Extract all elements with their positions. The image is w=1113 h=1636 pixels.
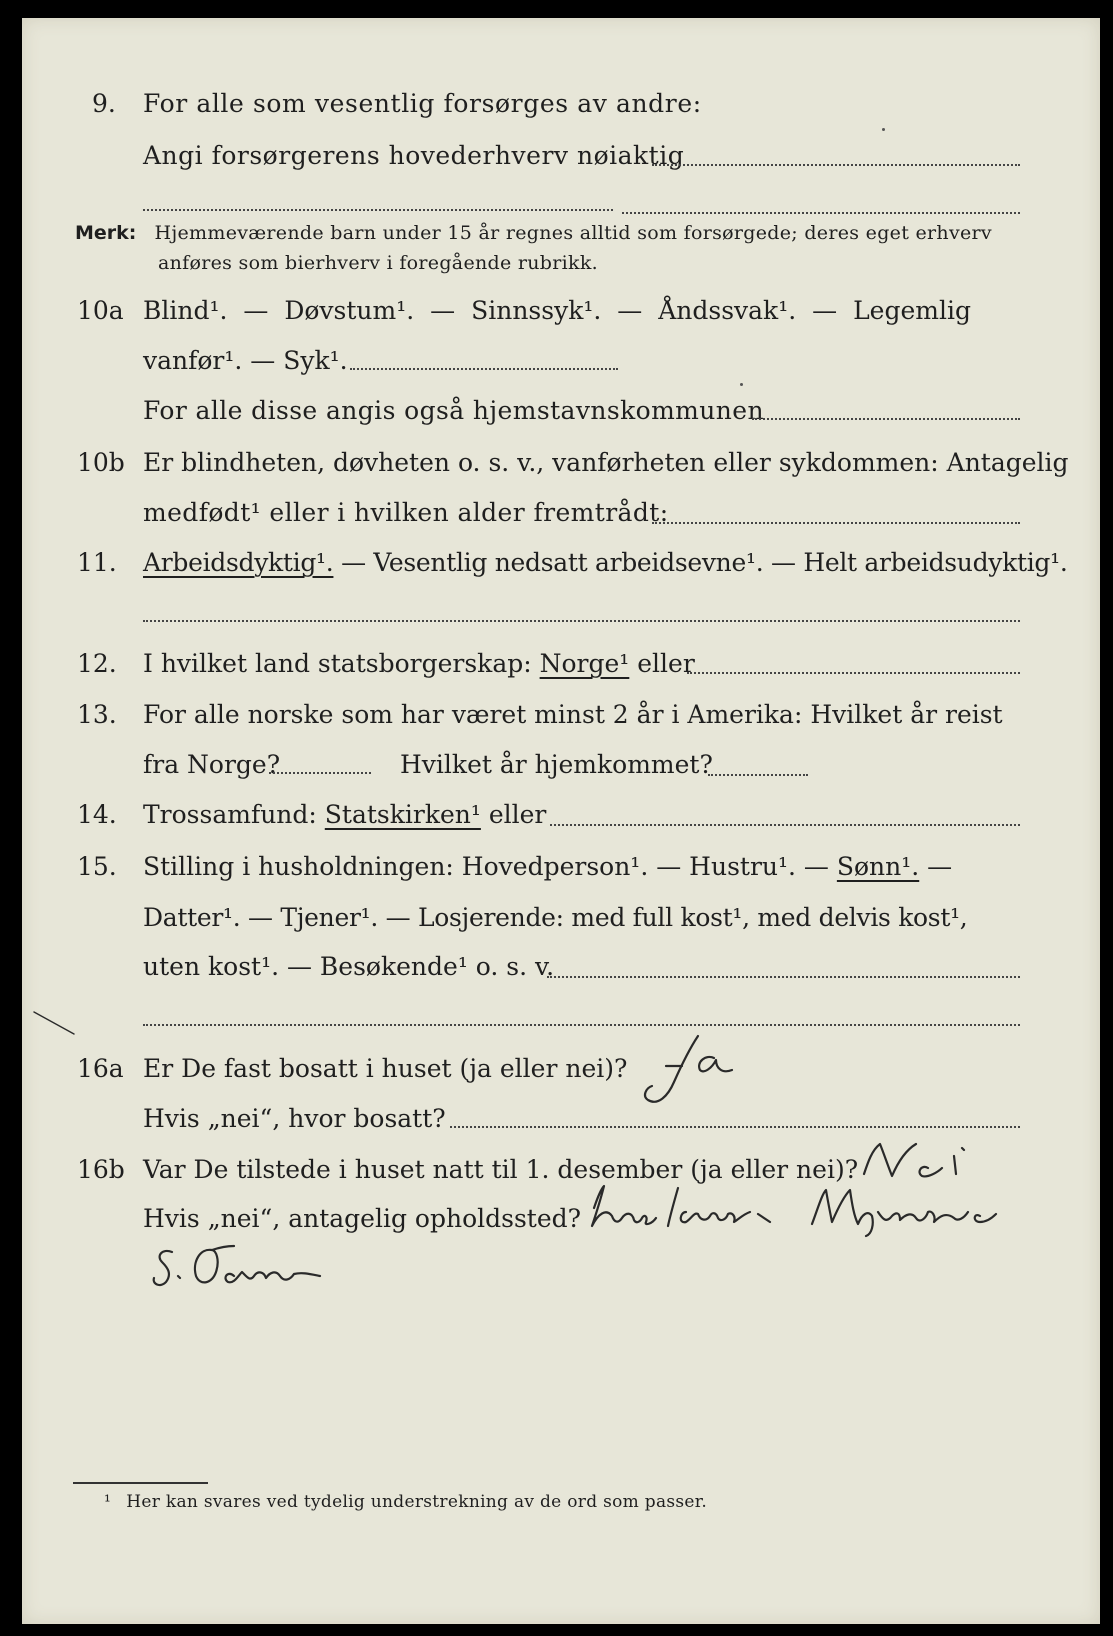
q9-number: 9. [92, 89, 116, 118]
q9-extra-line-b[interactable] [622, 212, 1020, 214]
q13-line2b: Hvilket år hjemkommet? [400, 750, 713, 779]
q15-line1a: Stilling i husholdningen: Hovedperson¹. — Hustru¹. — [143, 852, 837, 881]
q16b-number: 16b [77, 1155, 125, 1184]
q15-extra-line[interactable] [143, 1024, 1020, 1026]
q16a-line1: Er De fast bosatt i huset (ja eller nei)? [143, 1054, 628, 1083]
footnote-mark: ¹ [104, 1492, 111, 1512]
q12-norge-underlined[interactable]: Norge¹ [539, 649, 630, 678]
q14-after: eller [480, 800, 547, 829]
stray-pencil-mark [30, 1008, 80, 1038]
q12-after: eller [629, 649, 695, 678]
q15-line1 [143, 854, 952, 879]
q13-line1: For alle norske som har været minst 2 år i Amerika: Hvilket år reist [143, 700, 1003, 729]
q16b-line2: Hvis „nei“, antagelig opholdssted? [143, 1204, 582, 1233]
q10a-line3: For alle disse angis også hjemstavnskommunen [143, 396, 764, 425]
q16b-line1: Var De tilstede i huset natt til 1. desember (ja eller nei)? [143, 1155, 859, 1184]
footnote-rule [73, 1482, 208, 1484]
merk-line1: Hjemmeværende barn under 15 år regnes alltid som forsørgede; deres eget erhverv [154, 222, 992, 244]
q9-line1: For alle som vesentlig forsørges av andre: [143, 89, 702, 118]
q14-number: 14. [77, 800, 117, 829]
q12-answer-line[interactable] [687, 672, 1020, 674]
q9-line2: Angi forsørgerens hovederhverv nøiaktig [143, 141, 685, 170]
q13-reist-line[interactable] [269, 772, 371, 774]
q16a-answer-line[interactable] [450, 1126, 1020, 1128]
q15-line2: Datter¹. — Tjener¹. — Losjerende: med full kost¹, med delvis kost¹, [143, 903, 968, 932]
footnote [104, 1492, 707, 1512]
q16a-line2: Hvis „nei“, hvor bosatt? [143, 1104, 446, 1133]
paper-speck [740, 383, 743, 386]
q10b-line1: Er blindheten, døvheten o. s. v., vanførheten eller sykdommen: Antagelig [143, 448, 1069, 477]
q11-line [143, 550, 1068, 575]
q10b-answer-line[interactable] [652, 522, 1020, 524]
q15-line3: uten kost¹. — Besøkende¹ o. s. v. [143, 952, 555, 981]
q9-answer-line[interactable] [652, 164, 1020, 166]
q15-line1b: — [919, 852, 953, 881]
q11-number: 11. [77, 548, 117, 577]
q11-rest: — Vesentlig nedsatt arbeidsevne¹. — Helt arbeidsudyktig¹. [333, 548, 1068, 577]
q16b-answer3-handwriting [142, 1236, 442, 1296]
footnote-text: Her kan svares ved tydelig understrekning av de ord som passer. [126, 1492, 708, 1512]
q14-statskirken-underlined[interactable]: Statskirken¹ [324, 800, 481, 829]
q16a-number: 16a [77, 1054, 124, 1083]
q12-number: 12. [77, 649, 117, 678]
q11-extra-line[interactable] [143, 620, 1020, 622]
q12-line [143, 651, 695, 676]
q12-text: I hvilket land statsborgerskap: [143, 649, 540, 678]
q10b-number: 10b [77, 448, 125, 477]
q14-line [143, 802, 546, 827]
q16b-answer2-handwriting [582, 1178, 1042, 1238]
merk-label: Merk: [75, 222, 137, 244]
q15-sonn-underlined[interactable]: Sønn¹. [836, 852, 920, 881]
q11-arbeidsdyktig-underlined[interactable]: Arbeidsdyktig¹. [143, 548, 334, 577]
merk-line2: anføres som bierhverv i foregående rubrikk. [158, 252, 598, 274]
census-form-page [22, 18, 1100, 1624]
merk-note [75, 224, 992, 243]
q10a-answer-line[interactable] [350, 368, 618, 370]
q10a-line2: vanfør¹. — Syk¹. [143, 346, 348, 375]
q10a-number: 10a [77, 296, 124, 325]
q10b-line2: medfødt¹ eller i hvilken alder fremtrådt: [143, 498, 669, 527]
paper-speck [882, 128, 885, 131]
q13-hjemkommet-line[interactable] [708, 774, 808, 776]
q13-line2a: fra Norge? [143, 750, 281, 779]
q14-answer-line[interactable] [550, 824, 1020, 826]
q15-answer-line[interactable] [547, 976, 1020, 978]
q13-number: 13. [77, 700, 117, 729]
q14-text: Trossamfund: [143, 800, 325, 829]
q10a-line1: Blind¹. — Døvstum¹. — Sinnssyk¹. — Åndssvak¹. — Legemlig [143, 296, 971, 325]
q10a-hjemstavn-line[interactable] [752, 418, 1020, 420]
q15-number: 15. [77, 852, 117, 881]
q16a-answer-handwriting [636, 1030, 746, 1110]
q9-extra-line-a[interactable] [143, 209, 613, 211]
